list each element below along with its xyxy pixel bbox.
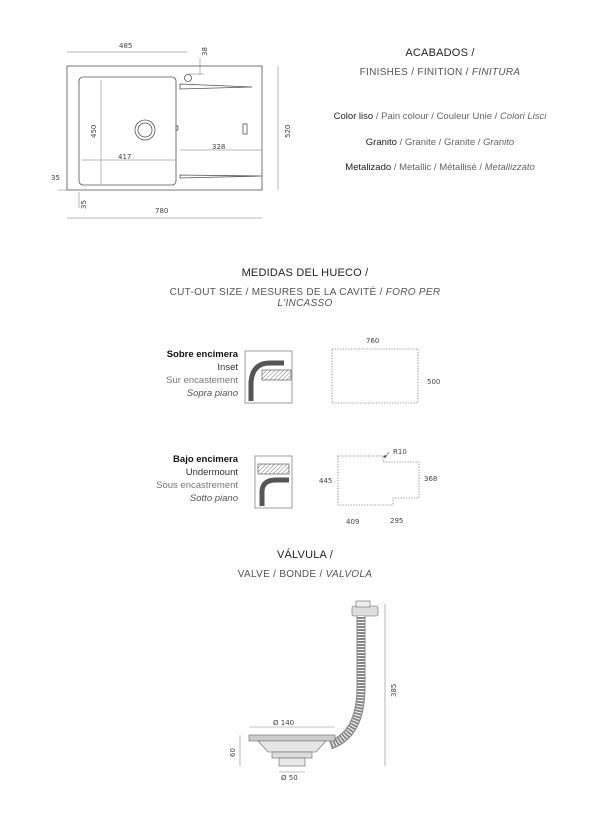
valve-dim-height: 60 (229, 748, 237, 757)
undermount-dim-radius: R10 (393, 448, 407, 456)
valve-title: VÁLVULA / (276, 549, 334, 561)
valve-dim-outlet: Ø 50 (281, 774, 298, 782)
inset-dim-width: 760 (366, 337, 380, 345)
finishes-subtitle: FINISHES / FINITION / FINITURA (359, 67, 521, 78)
undermount-label-fr: Sous encastrement (156, 480, 238, 491)
dim-35-bottom: 35 (80, 200, 88, 209)
inset-dim-height: 500 (427, 378, 441, 386)
inset-label-es: Sobre encimera (166, 349, 238, 360)
finish-row-plain: Color liso / Pain colour / Couleur Unie / Colori Lisci (333, 111, 547, 122)
inset-label-it: Sopra piano (186, 388, 238, 399)
valve-subtitle: VALVE / BONDE / VALVOLA (237, 569, 373, 580)
cutout-subtitle: CUT-OUT SIZE / MESURES DE LA CAVITÉ / FORO PER L'INCASSO (169, 287, 441, 309)
dim-35-left: 35 (51, 174, 60, 182)
dim-520: 520 (284, 124, 292, 138)
cutout-title: MEDIDAS DEL HUECO / (241, 267, 369, 279)
finishes-title: ACABADOS / (405, 47, 475, 59)
finish-row-metallic: Metalizado / Metallic / Métallisé / Metallizzato (345, 162, 535, 173)
inset-label-fr: Sur encastement (166, 375, 238, 386)
finish-row-granite: Granito / Granite / Granite / Granito (365, 137, 515, 148)
dim-450: 450 (90, 124, 98, 138)
undermount-dim-width-left: 409 (346, 518, 360, 526)
undermount-dim-height-right: 368 (424, 475, 438, 483)
undermount-label-it: Sotto piano (189, 493, 238, 504)
undermount-dim-width-right: 295 (390, 517, 404, 525)
dim-328: 328 (212, 143, 226, 151)
dim-38: 38 (201, 47, 209, 56)
dim-780: 780 (155, 207, 169, 215)
dim-485: 485 (119, 42, 133, 50)
undermount-label-es: Bajo encimera (173, 454, 238, 465)
undermount-label-en: Undermount (185, 467, 238, 478)
inset-label-en: Inset (217, 362, 238, 373)
valve-dim-diameter: Ø 140 (273, 719, 295, 727)
valve-dim-length: 385 (390, 683, 398, 697)
undermount-dim-height-left: 445 (319, 477, 333, 485)
dim-417: 417 (118, 153, 132, 161)
